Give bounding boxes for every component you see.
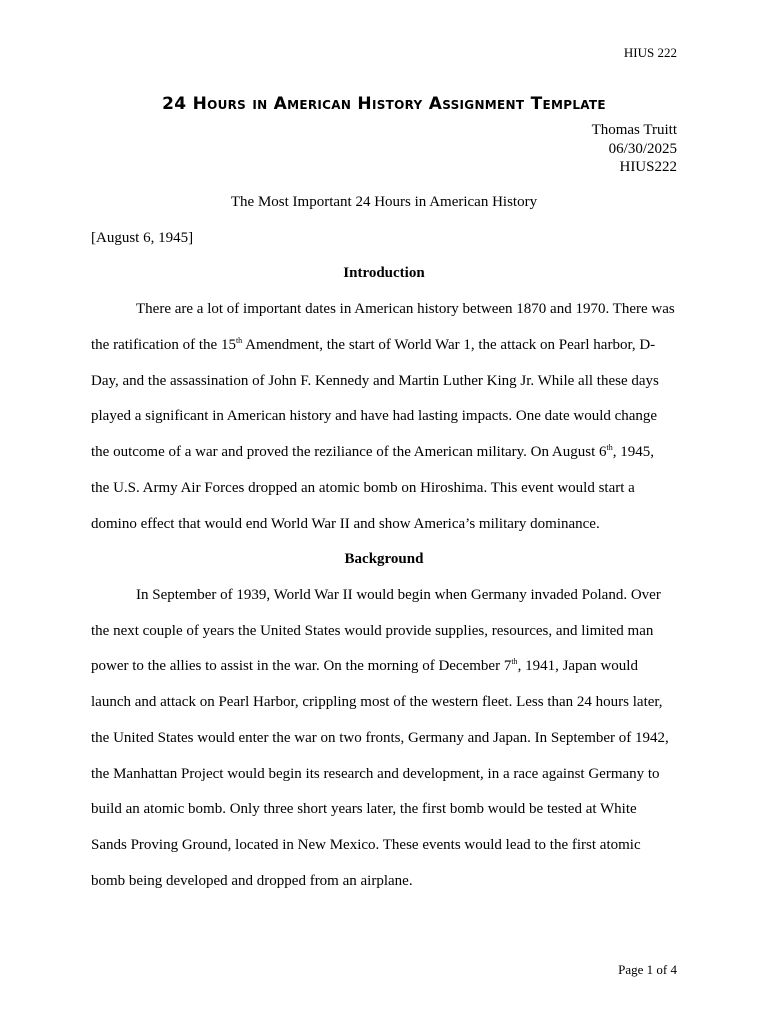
- paragraph-line: the Manhattan Project would begin its research and development, in a race against Germany to: [91, 766, 660, 782]
- essay-title: The Most Important 24 Hours in American History: [230, 194, 538, 210]
- running-header: HIUS 222: [623, 45, 677, 60]
- page-number: Page 1 of 4: [618, 962, 677, 977]
- author-block: [592, 121, 677, 177]
- paragraph-line: There are a lot of important dates in American history between 1870 and 1970. There was: [136, 301, 675, 317]
- chosen-date: [August 6, 1945]: [91, 230, 194, 246]
- paragraph-line: the ratification of the 15th Amendment, the start of World War 1, the attack on Pearl harbor, D-: [91, 336, 656, 353]
- author-name: Thomas Truitt: [591, 122, 677, 138]
- paragraph-line: the U.S. Army Air Forces dropped an atomic bomb on Hiroshima. This event would start a: [91, 480, 635, 496]
- paragraph-line: Day, and the assassination of John F. Kennedy and Martin Luther King Jr. While all these days: [91, 373, 659, 389]
- paragraph-line: build an atomic bomb. Only three short years later, the first bomb would be tested at White: [91, 801, 637, 817]
- document-title: 24 Hours in American History Assignment Template: [162, 94, 606, 114]
- background-heading: Background: [344, 551, 424, 567]
- paragraph-line: the United States would enter the war on two fronts, Germany and Japan. In September of 1942,: [91, 730, 669, 746]
- paragraph-line: bomb being developed and dropped from an airplane.: [91, 873, 413, 889]
- paragraph-line: the next couple of years the United States would provide supplies, resources, and limited man: [91, 623, 654, 639]
- paragraph-line: In September of 1939, World War II would begin when Germany invaded Poland. Over: [136, 587, 661, 603]
- author-course: HIUS222: [619, 159, 677, 175]
- paragraph-line: the outcome of a war and proved the reziliance of the American military. On August 6th, 1945,: [91, 443, 655, 460]
- paragraph-line: power to the allies to assist in the war. On the morning of December 7th, 1941, Japan would: [91, 657, 638, 674]
- author-date: 06/30/2025: [608, 140, 677, 157]
- paragraph-line: launch and attack on Pearl Harbor, crippling most of the western fleet. Less than 24 hours later,: [91, 694, 663, 710]
- paragraph-line: domino effect that would end World War II and show America’s military dominance.: [91, 516, 600, 532]
- paragraph-line: played a significant in American history and have had lasting impacts. One date would change: [91, 408, 658, 424]
- paragraph-line: Sands Proving Ground, located in New Mexico. These events would lead to the first atomic: [91, 837, 641, 853]
- introduction-heading: Introduction: [343, 265, 425, 281]
